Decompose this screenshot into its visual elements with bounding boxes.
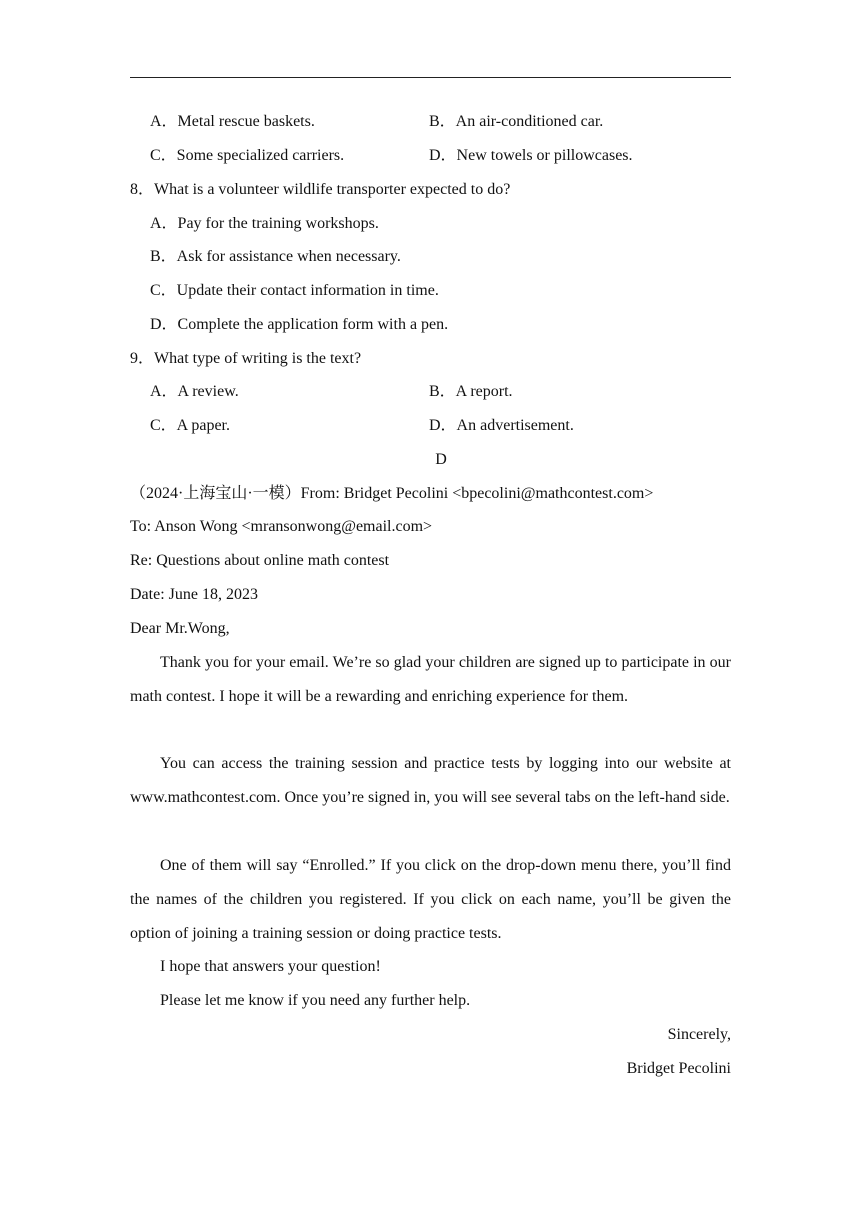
- email-from-line: （2024·上海宝山·一模）From: Bridget Pecolini <bpecolini@mathcontest.com>: [130, 485, 654, 502]
- q7-option-d: D．New towels or pillowcases.: [429, 147, 633, 164]
- email-closing-line-2: Please let me know if you need any further help.: [160, 992, 471, 1009]
- email-signature: Bridget Pecolini: [626, 1060, 731, 1077]
- q8-stem: 8．What is a volunteer wildlife transporter expected to do?: [130, 181, 511, 198]
- q9-option-a: A．A review.: [150, 383, 239, 400]
- email-paragraph-1: Thank you for your email. We’re so glad your children are signed up to participate in our math contest. I hope it will be a rewarding and enriching experience for them.: [130, 654, 731, 705]
- section-letter: D: [435, 451, 447, 468]
- q8-option-c: C．Update their contact information in time.: [150, 282, 439, 299]
- email-salutation: Dear Mr.Wong,: [130, 620, 230, 637]
- email-date-line: Date: June 18, 2023: [130, 586, 258, 603]
- email-signoff: Sincerely,: [667, 1026, 731, 1043]
- email-to-line: To: Anson Wong <mransonwong@email.com>: [130, 518, 433, 535]
- q8-option-a: A．Pay for the training workshops.: [150, 215, 379, 232]
- q9-stem: 9．What type of writing is the text?: [130, 350, 362, 367]
- q7-option-c: C．Some specialized carriers.: [150, 147, 345, 164]
- q8-option-d: D．Complete the application form with a pen.: [150, 316, 449, 333]
- email-paragraph-3: One of them will say “Enrolled.” If you click on the drop-down menu there, you’ll find the names of the children you registered. If you click on each name, you’ll be given the option of joining a training session or doing practice tests.: [130, 857, 731, 942]
- q9-option-d: D．An advertisement.: [429, 417, 574, 434]
- q8-option-b: B．Ask for assistance when necessary.: [150, 248, 401, 265]
- q9-option-c: C．A paper.: [150, 417, 230, 434]
- q9-option-b: B．A report.: [429, 383, 513, 400]
- email-subject-line: Re: Questions about online math contest: [130, 552, 390, 569]
- q7-option-a: A．Metal rescue baskets.: [150, 113, 315, 130]
- q7-option-b: B．An air-conditioned car.: [429, 113, 604, 130]
- header-rule: [130, 77, 731, 78]
- email-closing-line-1: I hope that answers your question!: [160, 958, 381, 975]
- email-paragraph-2: You can access the training session and practice tests by logging into our website at www.mathcontest.com. Once you’re signed in, you will see several tabs on the left-hand side.: [130, 755, 731, 806]
